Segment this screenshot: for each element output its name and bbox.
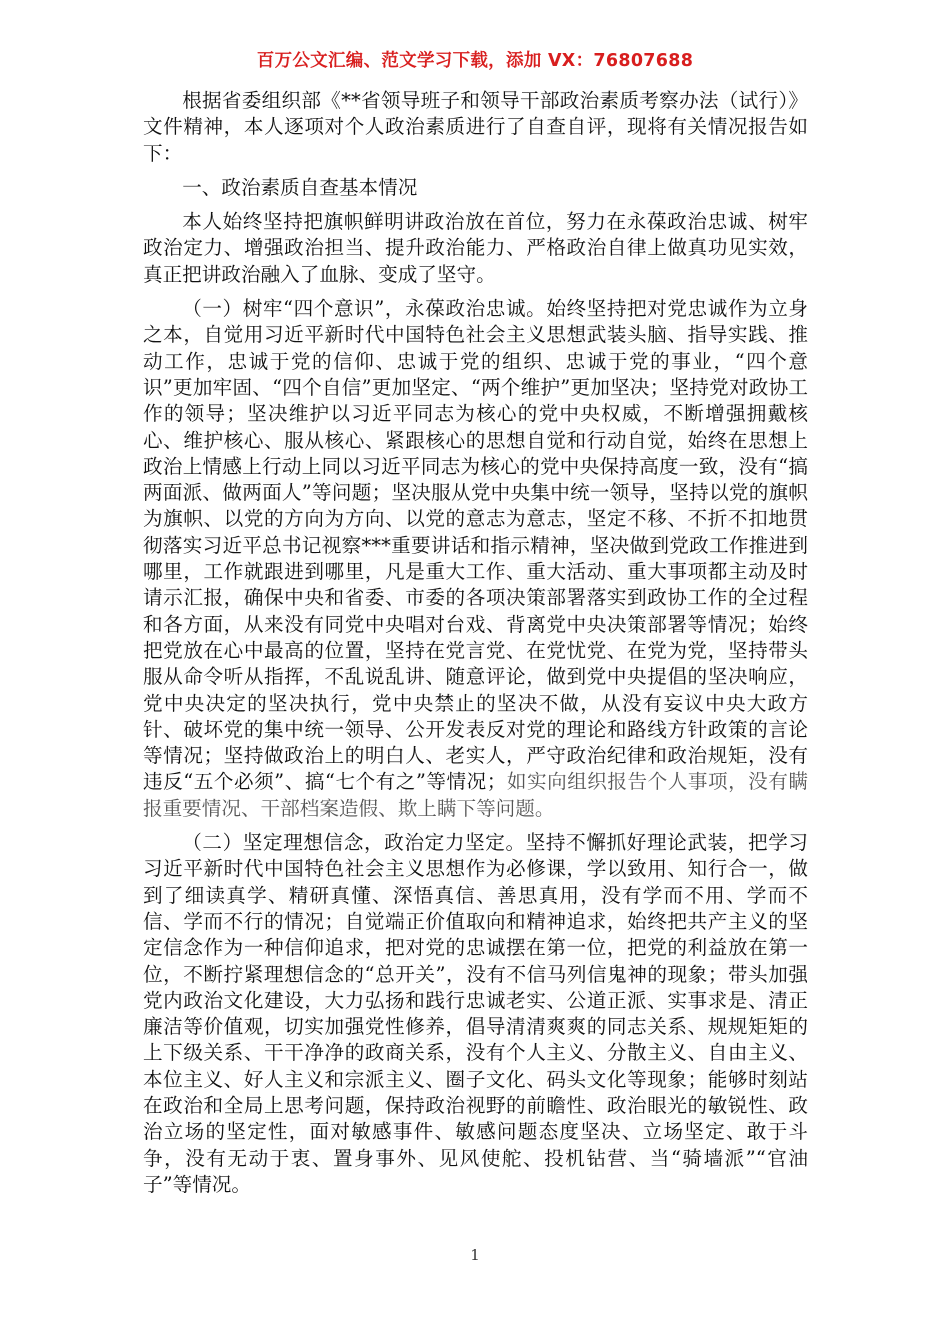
section-heading: 一、政治素质自查基本情况	[182, 175, 418, 199]
point1-main-text: （一）树牢“四个意识”，永葆政治忠诚。始终坚持把对党忠诚作为立身之本，自觉用习近平新时代中国特色社会主义思想武装头脑、指导实践、推动工作，忠诚于党的信仰、忠诚于党的组织、忠诚于党的事业，“四个意识”更加牢固、“四个自信”更加坚定、“两个维护”更加坚决；坚持党对政协工作的领导；坚决维护以习近平同志为核心的党中央权威，不断增强拥戴核心、维护核心、服从核心、紧跟核心的思想自觉和行动自觉，始终在思想上政治上情感上行动上同以习近平同志为核心的党中央保持高度一致，没有“搞两面派、做两面人”等问题；坚决服从党中央集中统一领导，坚持以党的旗帜为旗帜、以党的方向为方向、以党的意志为意志，坚定不移、不折不扣地贯彻落实习近平总书记视察***重要讲话和指示精神，坚决做到党政工作推进到哪里，工作就跟进到哪里，凡是重大工作、重大活动、重大事项都主动及时请示汇报，确保中央和省委、市委的各项决策部署落实到政协工作的全过程和各方面，从来没有同党中央唱对台戏、背离党中央决策部署等情况；始终把党放在心中最高的位置，坚持在党言党、在党忧党、在党为党，坚持带头服从命令听从指挥，不乱说乱讲、随意评论，做到党中央提倡的坚决响应，党中央决定的坚决执行，党中央禁止的坚决不做，从没有妄议中央大政方针、破坏党的集中统一领导、公开发表反对党的理论和路线方针政策的言论等情况；坚持做政治上的明白人、老实人，严守政治纪律和政治规矩，没有违反“五个必须”、搞“七个有之”等情况；	[143, 297, 808, 794]
point1-paragraph	[143, 296, 808, 822]
point1-tail-text: 如实向组织报告个人事项，没有瞒报重要情况、干部档案造假、欺上瞒下等问题。	[143, 770, 808, 820]
document-body	[143, 88, 808, 1198]
point2-paragraph: （二）坚定理想信念，政治定力坚定。坚持不懈抓好理论武装，把学习习近平新时代中国特色社会主义思想作为必修课，学以致用、知行合一，做到了细读真学、精研真懂、深悟真信、善思真用，没有学而不用、学而不信、学而不行的情况；自觉端正价值取向和精神追求，始终把共产主义的坚定信念作为一种信仰追求，把对党的忠诚摆在第一位，把党的利益放在第一位，不断拧紧理想信念的“总开关”，没有不信马列信鬼神的现象；带头加强党内政治文化建设，大力弘扬和践行忠诚老实、公道正派、实事求是、清正廉洁等价值观，切实加强党性修养，倡导清清爽爽的同志关系、规规矩矩的上下级关系、干干净净的政商关系，没有个人主义、分散主义、自由主义、本位主义、好人主义和宗派主义、圈子文化、码头文化等现象；能够时刻站在政治和全局上思考问题，保持政治视野的前瞻性、政治眼光的敏锐性、政治立场的坚定性，面对敏感事件、敏感问题态度坚决、立场坚定、敢于斗争，没有无动于衷、置身事外、见风使舵、投机钻营、当“骑墙派”“官油子”等情况。	[143, 831, 808, 1196]
intro-paragraph: 根据省委组织部《**省领导班子和领导干部政治素质考察办法（试行）》文件精神，本人逐项对个人政治素质进行了自查自评，现将有关情况报告如下：	[143, 89, 808, 165]
page-number: 1	[470, 1246, 480, 1264]
header-banner: 百万公文汇编、范文学习下载，添加 VX：76807688	[256, 51, 694, 71]
overview-paragraph: 本人始终坚持把旗帜鲜明讲政治放在首位，努力在永葆政治忠诚、树牢政治定力、增强政治担当、提升政治能力、严格政治自律上做真功见实效，真正把讲政治融入了血脉、变成了坚守。	[143, 210, 808, 286]
